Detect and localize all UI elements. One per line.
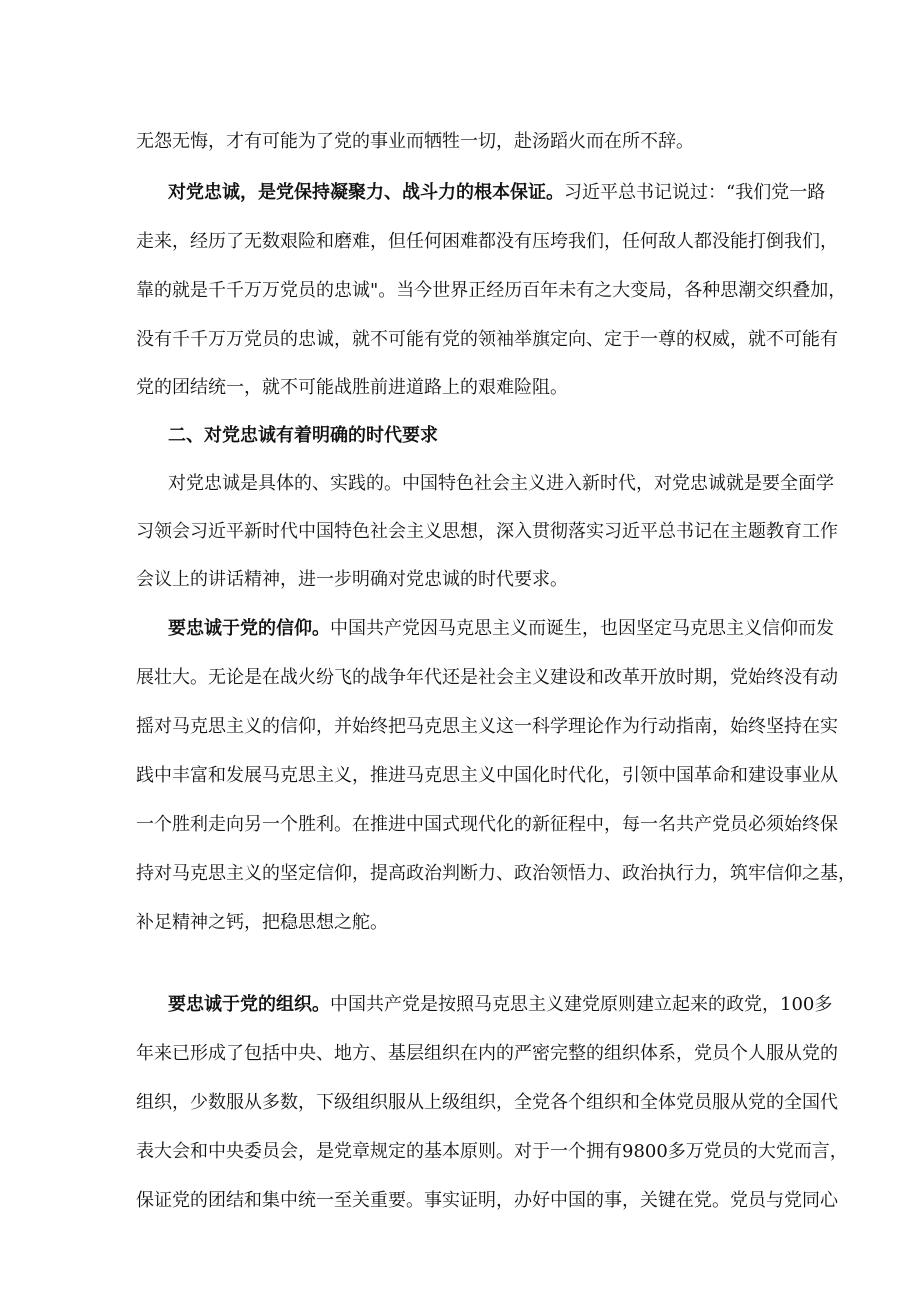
paragraph-line: 习领会习近平新时代中国特色社会主义思想，深入贯彻落实习近平总书记在主题教育工作 — [136, 521, 838, 542]
paragraph-lead: 要忠诚于党的信仰。 — [168, 618, 330, 639]
paragraph-line: 走来，经历了无数艰险和磨难，但任何困难都没有压垮我们，任何敌人都没能打倒我们， — [136, 231, 838, 252]
paragraph-line: 年来已形成了包括中央、地方、基层组织在内的严密完整的组织体系，党员个人服从党的 — [136, 1043, 838, 1064]
paragraph-line: 保证党的团结和集中统一至关重要。事实证明，办好中国的事，关键在党。党员与党同心 — [136, 1190, 838, 1211]
paragraph-line: 践中丰富和发展马克思主义，推进马克思主义中国化时代化，引领中国革命和建设事业从 — [136, 765, 838, 786]
paragraph-text: 习近平总书记说过：“我们党一路 — [564, 182, 826, 203]
paragraph-line: 党的团结统一，就不可能战胜前进道路上的艰难险阻。 — [136, 377, 568, 398]
paragraph-line — [168, 617, 834, 641]
paragraph-line: 没有千千万万党员的忠诚，就不可能有党的领袖举旗定向、定于一尊的权威，就不可能有 — [136, 329, 838, 350]
paragraph-lead: 要忠诚于党的组织。 — [168, 994, 330, 1015]
paragraph-line: 对党忠诚是具体的、实践的。中国特色社会主义进入新时代，对党忠诚就是要全面学 — [168, 473, 834, 494]
paragraph-text: 中国共产党因马克思主义而诞生，也因坚定马克思主义信仰而发 — [330, 618, 834, 639]
paragraph-line — [168, 993, 833, 1017]
paragraph-line: 补足精神之钙，把稳思想之舵。 — [136, 912, 388, 933]
paragraph-line: 摇对马克思主义的信仰，并始终把马克思主义这一科学理论作为行动指南，始终坚持在实 — [136, 716, 838, 737]
paragraph-line: 会议上的讲话精神，进一步明确对党忠诚的时代要求。 — [136, 569, 568, 590]
paragraph-lead: 对党忠诚，是党保持凝聚力、战斗力的根本保证。 — [168, 182, 564, 203]
paragraph-line: 一个胜利走向另一个胜利。在推进中国式现代化的新征程中，每一名共产党员必须始终保 — [136, 814, 838, 835]
paragraph-line — [168, 181, 826, 205]
paragraph-text: 中国共产党是按照马克思主义建党原则建立起来的政党，100多 — [330, 994, 833, 1015]
paragraph-line: 组织，少数服从多数，下级组织服从上级组织，全党各个组织和全体党员服从党的全国代 — [136, 1092, 838, 1113]
paragraph-line: 展壮大。无论是在战火纷飞的战争年代还是社会主义建设和改革开放时期，党始终没有动 — [136, 667, 838, 688]
section-heading: 二、对党忠诚有着明确的时代要求 — [168, 425, 438, 446]
paragraph-line: 表大会和中央委员会，是党章规定的基本原则。对于一个拥有9800多万党员的大党而言， — [136, 1141, 848, 1162]
paragraph-line: 持对马克思主义的坚定信仰，提高政治判断力、政治领悟力、政治执行力，筑牢信仰之基， — [136, 863, 856, 884]
paragraph-line: 无怨无悔，才有可能为了党的事业而牺牲一切，赴汤蹈火而在所不辞。 — [136, 131, 694, 152]
paragraph-line: 靠的就是千千万万党员的忠诚"。当今世界正经历百年未有之大变局，各种思潮交织叠加， — [136, 280, 847, 301]
